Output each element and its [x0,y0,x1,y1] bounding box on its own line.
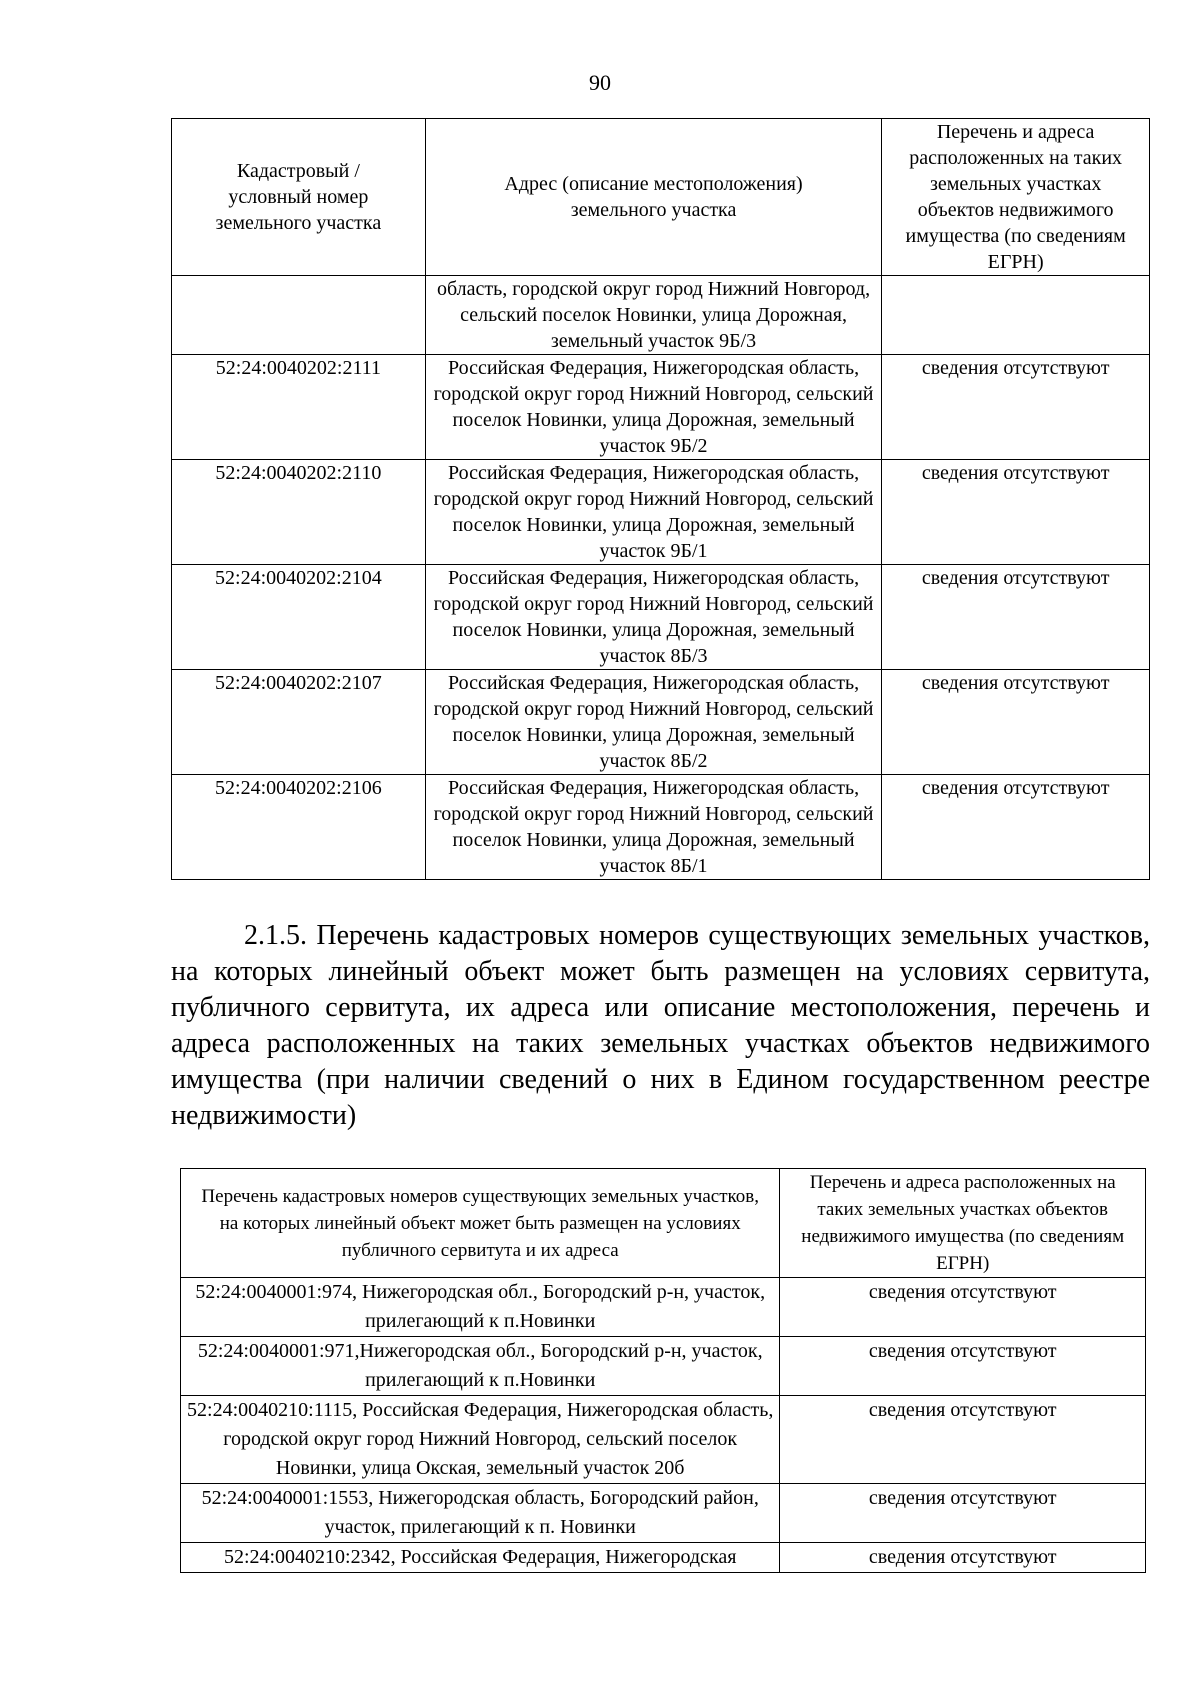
cell-number: 52:24:0040202:2107 [172,670,426,775]
cell-objects: сведения отсутствуют [882,775,1150,880]
cell-objects: сведения отсутствуют [882,355,1150,460]
cell-objects: сведения отсутствуют [780,1484,1146,1543]
cell-parcel: 52:24:0040001:971,Нижегородская обл., Богородский р-н, участок, прилегающий к п.Новинки [181,1337,780,1396]
page-number: 90 [589,70,611,95]
table-row [172,355,1150,460]
header-objects: Перечень и адреса расположенных на таких земельных участках объектов недвижимого имущества (по сведениям ЕГРН) [882,119,1150,276]
servitude-parcels-table [180,1168,1146,1573]
cell-objects: сведения отсутствуют [780,1278,1146,1337]
cell-number: 52:24:0040202:2110 [172,460,426,565]
cell-parcel: 52:24:0040001:974, Нижегородская обл., Богородский р-н, участок, прилегающий к п.Новинки [181,1278,780,1337]
cell-parcel: 52:24:0040210:1115, Российская Федерация, Нижегородская область, городской округ город Нижний Новгород, сельский поселок Новинки, улица Окская, земельный участок 20б [181,1396,780,1484]
table-row [172,460,1150,565]
table-row [181,1543,1146,1573]
table-row [181,1396,1146,1484]
cell-number [172,276,426,355]
cell-objects: сведения отсутствуют [882,565,1150,670]
header-address: Адрес (описание местоположения) земельного участка [425,119,882,276]
cell-address: Российская Федерация, Нижегородская область, городской округ город Нижний Новгород, сельский поселок Новинки, улица Дорожная, земельный участок 8Б/1 [425,775,882,880]
cell-number: 52:24:0040202:2104 [172,565,426,670]
cell-objects: сведения отсутствуют [882,670,1150,775]
table-row [172,565,1150,670]
cell-objects: сведения отсутствуют [780,1543,1146,1573]
table-header-row [172,119,1150,276]
cell-objects [882,276,1150,355]
header-parcel-list: Перечень кадастровых номеров существующих земельных участков, на которых линейный объект может быть размещен на условиях публичного сервитута и их адреса [181,1169,780,1278]
table-row [172,775,1150,880]
cell-objects: сведения отсутствуют [882,460,1150,565]
table-row [181,1484,1146,1543]
table-row [172,670,1150,775]
cell-number: 52:24:0040202:2111 [172,355,426,460]
cell-objects: сведения отсутствуют [780,1396,1146,1484]
table-row [181,1278,1146,1337]
cell-parcel: 52:24:0040210:2342, Российская Федерация, Нижегородская [181,1543,780,1573]
cell-objects: сведения отсутствуют [780,1337,1146,1396]
header-objects: Перечень и адреса расположенных на таких земельных участках объектов недвижимого имущества (по сведениям ЕГРН) [780,1169,1146,1278]
parcels-table [171,118,1150,880]
cell-number: 52:24:0040202:2106 [172,775,426,880]
cell-address: Российская Федерация, Нижегородская область, городской округ город Нижний Новгород, сельский поселок Новинки, улица Дорожная, земельный участок 8Б/2 [425,670,882,775]
cell-address: Российская Федерация, Нижегородская область, городской округ город Нижний Новгород, сельский поселок Новинки, улица Дорожная, земельный участок 9Б/2 [425,355,882,460]
cell-address: Российская Федерация, Нижегородская область, городской округ город Нижний Новгород, сельский поселок Новинки, улица Дорожная, земельный участок 8Б/3 [425,565,882,670]
table-header-row [181,1169,1146,1278]
header-cadastral-number: Кадастровый / условный номер земельного участка [172,119,426,276]
table-row [172,276,1150,355]
cell-parcel: 52:24:0040001:1553, Нижегородская область, Богородский район, участок, прилегающий к п. Новинки [181,1484,780,1543]
cell-address: Российская Федерация, Нижегородская область, городской округ город Нижний Новгород, сельский поселок Новинки, улица Дорожная, земельный участок 9Б/1 [425,460,882,565]
cell-address: область, городской округ город Нижний Новгород, сельский поселок Новинки, улица Дорожная, земельный участок 9Б/3 [425,276,882,355]
section-2-1-5-paragraph: 2.1.5. Перечень кадастровых номеров существующих земельных участков, на которых линейный объект может быть размещен на условиях сервитута, публичного сервитута, их адреса или описание местоположения, перечень и адреса расположенных на таких земельных участках объектов недвижимого имущества (при наличии сведений о них в Едином государственном реестре недвижимости) [171,920,1150,1131]
table-row [181,1337,1146,1396]
